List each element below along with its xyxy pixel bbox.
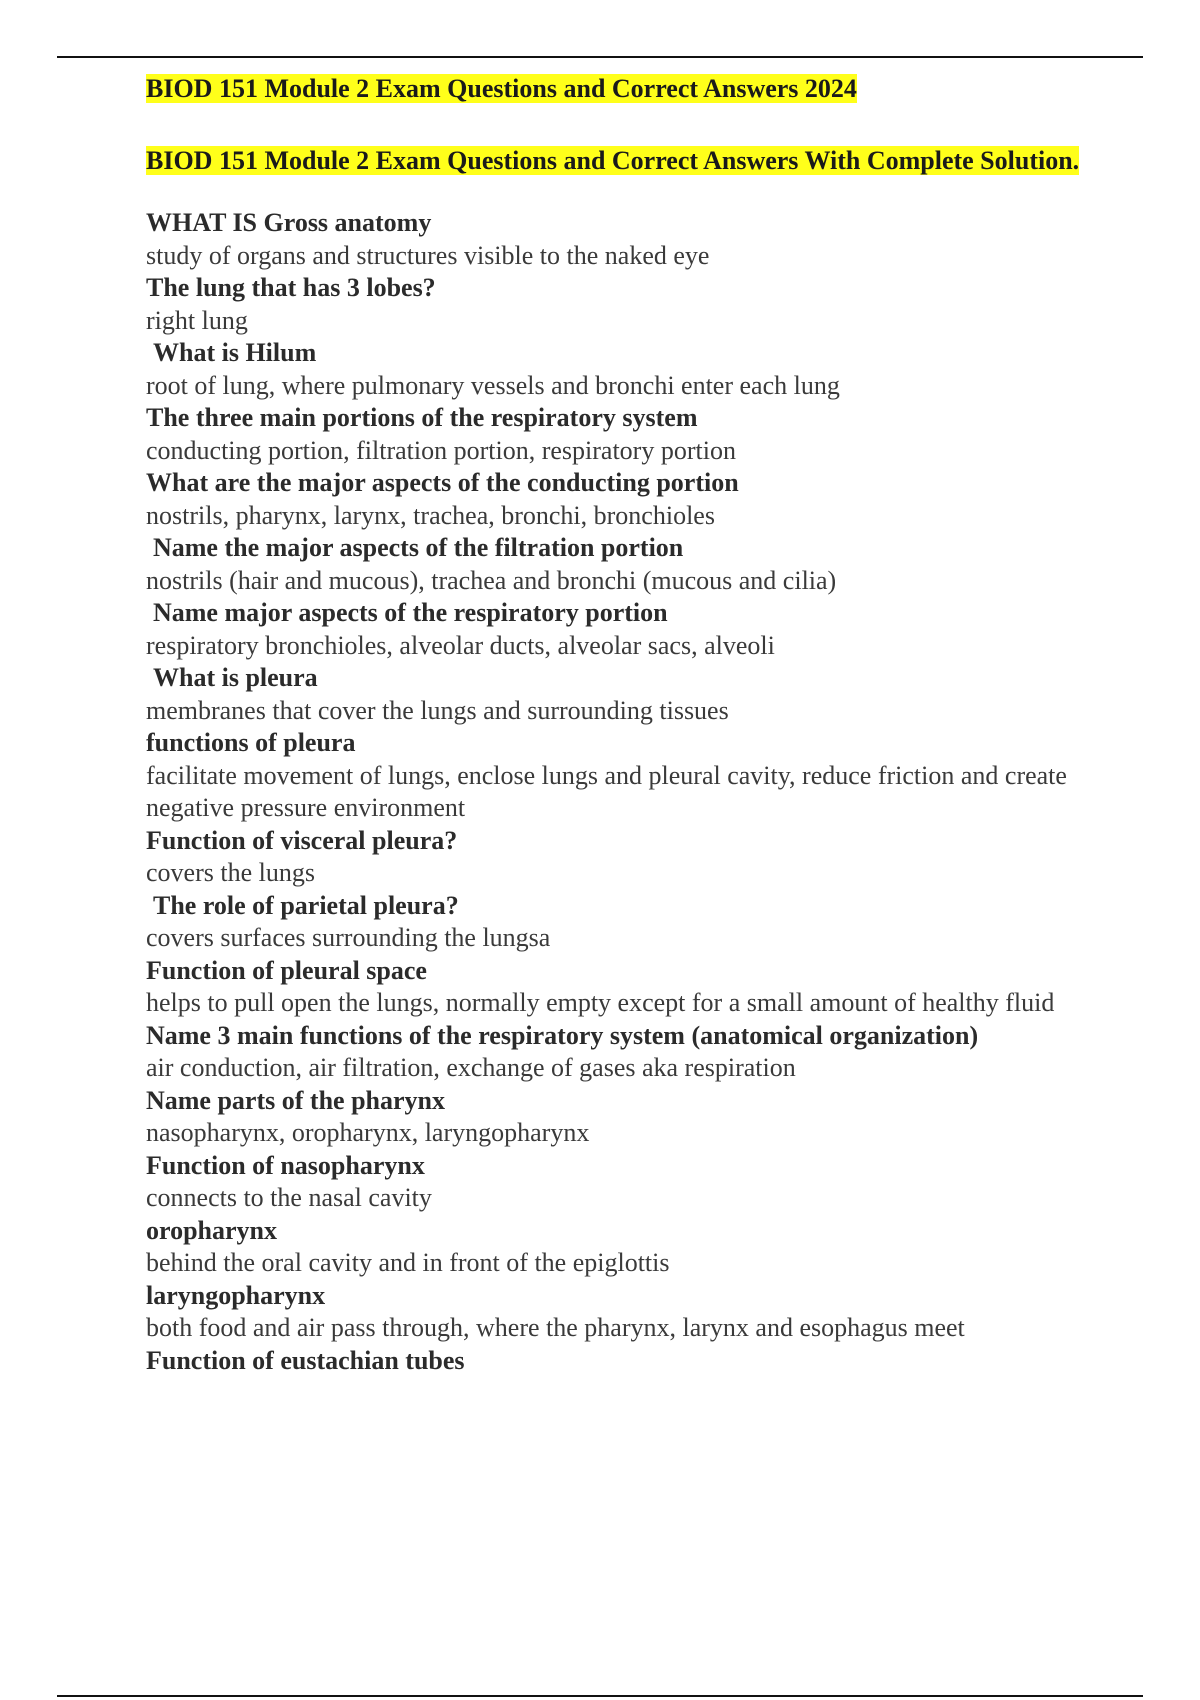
qa-item	[146, 1020, 1086, 1085]
qa-item	[146, 467, 1086, 532]
answer: study of organs and structures visible to the naked eye	[146, 240, 710, 270]
answer: respiratory bronchioles, alveolar ducts, alveolar sacs, alveoli	[146, 630, 775, 660]
question: Name major aspects of the respiratory portion	[153, 598, 668, 627]
answer: both food and air pass through, where the pharynx, larynx and esophagus meet	[146, 1313, 965, 1342]
question: WHAT IS Gross anatomy	[146, 208, 432, 237]
question: functions of pleura	[146, 728, 356, 757]
qa-item	[146, 597, 1086, 662]
qa-item	[146, 1150, 1086, 1215]
document-title	[146, 72, 1086, 105]
qa-item	[146, 955, 1086, 1020]
qa-item	[146, 662, 1086, 727]
qa-item	[146, 207, 1086, 272]
answer: covers surfaces surrounding the lungsa	[146, 923, 551, 952]
question: What are the major aspects of the conducting portion	[146, 468, 739, 497]
subtitle-highlight: BIOD 151 Module 2 Exam Questions and Correct Answers With Complete Solution.	[146, 146, 1080, 175]
answer: nasopharynx, oropharynx, laryngopharynx	[146, 1118, 590, 1147]
answer: nostrils (hair and mucous), trachea and bronchi (mucous and cilia)	[146, 565, 837, 595]
document-subtitle	[146, 144, 1086, 177]
answer: connects to the nasal cavity	[146, 1183, 432, 1212]
qa-item	[146, 402, 1086, 467]
title-highlight: BIOD 151 Module 2 Exam Questions and Correct Answers 2024	[146, 74, 857, 103]
question: Function of pleural space	[146, 955, 427, 985]
answer: conducting portion, filtration portion, respiratory portion	[146, 435, 736, 465]
question: Function of visceral pleura?	[146, 825, 458, 855]
question: laryngopharynx	[146, 1280, 326, 1310]
qa-item	[146, 1280, 1086, 1345]
qa-item	[146, 1215, 1086, 1280]
question: What is Hilum	[153, 338, 317, 367]
answer: air conduction, air filtration, exchange of gases aka respiration	[146, 1053, 796, 1082]
question: The lung that has 3 lobes?	[146, 273, 436, 302]
answer: helps to pull open the lungs, normally empty except for a small amount of healthy fluid	[146, 988, 1055, 1017]
answer: membranes that cover the lungs and surrounding tissues	[146, 695, 729, 725]
question: Name 3 main functions of the respiratory system (anatomical organization)	[146, 1020, 979, 1050]
question: Name the major aspects of the filtration portion	[153, 533, 684, 562]
question: What is pleura	[153, 663, 318, 692]
qa-item	[146, 272, 1086, 337]
document-body	[146, 72, 1086, 1377]
bottom-rule	[57, 1695, 1143, 1697]
qa-item	[146, 337, 1086, 402]
question: Function of eustachian tubes	[146, 1345, 465, 1375]
qa-item	[146, 825, 1086, 890]
question: The role of parietal pleura?	[153, 890, 459, 920]
answer: nostrils, pharynx, larynx, trachea, bronchi, bronchioles	[146, 500, 715, 530]
answer: root of lung, where pulmonary vessels and bronchi enter each lung	[146, 370, 840, 400]
question: The three main portions of the respiratory system	[146, 403, 698, 432]
question: oropharynx	[146, 1215, 277, 1245]
qa-item	[146, 1345, 1086, 1378]
answer: right lung	[146, 305, 248, 335]
answer: facilitate movement of lungs, enclose lungs and pleural cavity, reduce friction and create negative pressure environment	[146, 760, 1067, 822]
question: Function of nasopharynx	[146, 1150, 425, 1180]
question: Name parts of the pharynx	[146, 1085, 445, 1115]
answer: behind the oral cavity and in front of the epiglottis	[146, 1248, 670, 1277]
qa-item	[146, 1085, 1086, 1150]
top-rule	[57, 56, 1143, 58]
qa-item	[146, 890, 1086, 955]
qa-item	[146, 532, 1086, 597]
answer: covers the lungs	[146, 858, 315, 887]
qa-item	[146, 727, 1086, 825]
